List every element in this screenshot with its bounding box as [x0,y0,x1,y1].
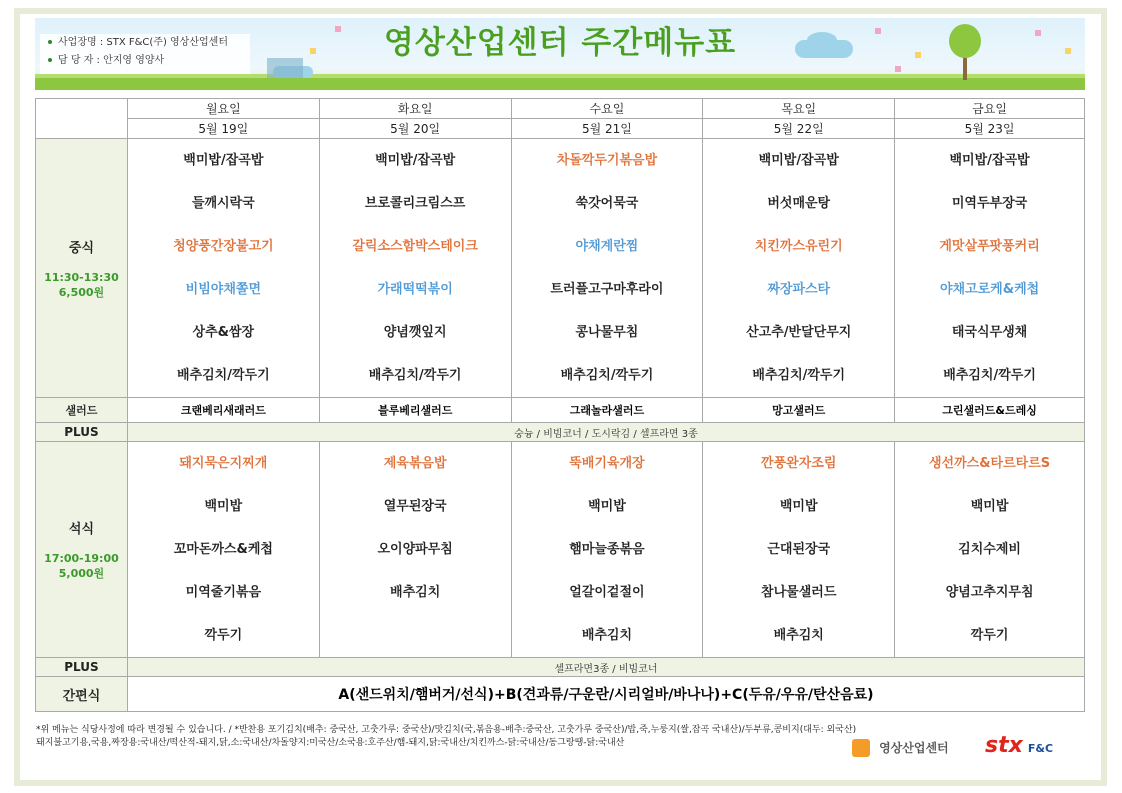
fc-logo-text: F&C [1027,742,1054,755]
bullet-icon [48,58,52,62]
menu-table [35,98,1085,712]
menu-dish: 배추김치 [390,585,441,600]
tree-icon [949,24,981,58]
dinner-row [36,442,1085,658]
day-date: 5월 19일 [127,119,319,139]
dinner-day-cell [511,442,703,658]
lunch-day-cell [319,139,511,398]
footnote-line: 돼지불고기용,국용,짜장용:국내산/떡산적-돼지,닭,소:국내산/차돌양지:미국산/소국용:호주산/햄-돼지,닭:국내산/치킨까스-닭:국내산/동그랑땡-닭:국내산 [36,738,625,748]
menu-dish: 버섯매운탕 [767,196,831,211]
menu-dish: 차돌깍두기볶음밥 [556,153,658,168]
menu-dish: 배추김치 [773,628,824,643]
menu-dish: 백미밥/잡곡밥 [183,153,264,168]
day-date: 5월 20일 [319,119,511,139]
info-line [40,34,250,52]
menu-dish: 깐풍완자조림 [761,456,837,471]
snack-text: A(샌드위치/햄버거/선식)+B(견과류/구운란/시리얼바/바나나)+C(두유/우유/탄산음료) [127,677,1084,712]
menu-dish: 상추&쌈장 [192,325,255,340]
menu-dish: 백미밥 [970,499,1009,514]
workplace-name: 사업장명 : STX F&C(주) 영상산업센터 [58,37,228,48]
menu-dish: 오이양파무침 [377,542,453,557]
day-name: 수요일 [511,99,703,119]
menu-dish: 태국식무생채 [951,325,1028,340]
menu-dish: 비빔야채쫄면 [185,282,262,297]
menu-dish: 치킨까스유린기 [754,239,843,254]
salad-row [36,398,1085,423]
menu-dish: 쑥갓어묵국 [575,196,639,211]
dinner-day-cell [127,442,319,658]
dinner-day-cell [703,442,895,658]
menu-dish: 돼지묵은지찌개 [179,456,268,471]
stx-logo [985,733,1075,763]
menu-dish: 생선까스&타르타르S [928,456,1051,471]
day-date: 5월 23일 [895,119,1085,139]
menu-dish: 백미밥/잡곡밥 [375,153,456,168]
menu-dish: 백미밥 [588,499,626,514]
snack-label: 간편식 [36,677,128,712]
day-date: 5월 22일 [703,119,895,139]
menu-dish [320,614,511,657]
salad-item: 블루베리샐러드 [319,398,511,423]
header-grass [35,78,1085,90]
plus-text: 숭늉 / 비빔코너 / 도시락김 / 셀프라면 3종 [127,423,1084,442]
menu-dish: 근대된장국 [767,542,831,557]
lunch-day-cell [895,139,1085,398]
menu-dish: 꼬마돈까스&케첩 [173,542,273,557]
confetti-decoration [1065,48,1071,54]
ys-logo-icon [852,739,870,757]
info-box [40,34,250,74]
day-date: 5월 21일 [511,119,703,139]
corner-cell [36,99,128,139]
menu-dish: 들깨시락국 [191,196,255,211]
date-header-row [36,119,1085,139]
info-line [40,52,250,70]
menu-dish: 야채고로케&케첩 [939,282,1040,297]
plus-row [36,423,1085,442]
lunch-day-cell [127,139,319,398]
menu-dish: 미역두부장국 [951,196,1028,211]
menu-dish: 콩나물무침 [575,325,639,340]
menu-dish: 양념고추지무침 [945,585,1034,600]
confetti-decoration [915,52,921,58]
confetti-decoration [895,66,901,72]
menu-dish: 얼갈이겉절이 [569,585,645,600]
day-name: 화요일 [319,99,511,119]
ys-logo-text: 영상산업센터 [879,741,949,755]
plus-label: PLUS [36,423,128,442]
dinner-price: 5,000원 [58,567,105,580]
cloud-icon [807,32,837,48]
salad-item: 그래놀라샐러드 [511,398,703,423]
confetti-decoration [1035,30,1041,36]
menu-dish: 뚝배기육개장 [569,456,645,471]
menu-dish: 미역줄기볶음 [185,585,262,600]
day-name: 월요일 [127,99,319,119]
menu-dish: 깍두기 [970,628,1009,643]
stx-logo-text: stx [985,733,1023,758]
menu-dish: 백미밥/잡곡밥 [758,153,839,168]
menu-dish: 깍두기 [204,628,243,643]
dietitian-name: 담 당 자 : 안지영 영양사 [58,55,165,66]
lunch-label-cell [36,139,128,398]
footnote-line: *위 메뉴는 식당사정에 따라 변경될 수 있습니다. / *반찬용 포기김치(배추: 중국산, 고춧가루: 중국산)/맛김치(국,볶음용-배추:중국산, 고춧가루 중국산)/밥,죽,누룽지(쌀,잡곡 국내산)/두부류,콩비지(대두: 외국산) [36,725,857,735]
menu-dish: 배추김치/깍두기 [752,368,846,383]
plus-row [36,658,1085,677]
header-banner [35,18,1085,90]
menu-dish: 제육볶음밥 [383,456,447,471]
menu-dish: 브로콜리크림스프 [364,196,466,211]
salad-label: 샐러드 [36,398,128,423]
salad-item: 망고샐러드 [703,398,895,423]
salad-item: 크랜베리새래러드 [127,398,319,423]
menu-dish: 양념깻잎지 [383,325,447,340]
menu-dish: 열무된장국 [383,499,447,514]
menu-dish: 참나물샐러드 [761,585,837,600]
plus-label: PLUS [36,658,128,677]
building-icon [267,58,303,78]
menu-dish: 갈릭소스함박스테이크 [352,239,478,254]
bullet-icon [48,40,52,44]
dinner-day-cell [895,442,1085,658]
footnote [36,724,976,750]
menu-dish: 배추김치/깍두기 [368,368,462,383]
lunch-time: 11:30-13:30 [44,270,119,284]
snack-row [36,677,1085,712]
menu-dish: 청양풍간장불고기 [173,239,274,254]
dinner-time: 17:00-19:00 [44,552,119,565]
day-name: 금요일 [895,99,1085,119]
menu-dish: 야채계란찜 [575,239,639,254]
ys-center-logo [852,737,982,759]
menu-dish: 산고추/반달단무지 [746,325,852,340]
menu-dish: 백미밥 [779,499,818,514]
dinner-day-cell [319,442,511,658]
menu-dish: 배추김치/깍두기 [560,368,654,383]
day-name: 목요일 [703,99,895,119]
lunch-price: 6,500원 [58,285,105,299]
menu-dish: 짜장파스타 [767,282,831,297]
menu-dish: 김치수제비 [958,542,1021,557]
lunch-day-cell [703,139,895,398]
menu-dish: 가래떡떡볶이 [377,282,453,297]
lunch-label: 중식 [68,240,95,256]
menu-dish: 배추김치/깍두기 [177,368,270,383]
menu-dish: 백미밥 [204,499,243,514]
plus-text: 셀프라면3종 / 비빔코너 [127,658,1084,677]
day-header-row [36,99,1085,119]
lunch-day-cell [511,139,703,398]
salad-item: 그린샐러드&드레싱 [895,398,1085,423]
menu-dish: 트러플고구마후라이 [550,282,664,297]
confetti-decoration [310,48,316,54]
menu-dish: 배추김치/깍두기 [943,368,1036,383]
lunch-row [36,139,1085,398]
dinner-label-cell [36,442,128,658]
menu-dish: 게맛살푸팟퐁커리 [939,239,1040,254]
confetti-decoration [875,28,881,34]
menu-dish: 햄마늘종볶음 [569,542,645,557]
menu-dish: 배추김치 [581,628,633,643]
menu-dish: 백미밥/잡곡밥 [949,153,1030,168]
page-title: 영상산업센터 주간메뉴표 [383,25,737,61]
dinner-label: 석식 [68,522,95,537]
